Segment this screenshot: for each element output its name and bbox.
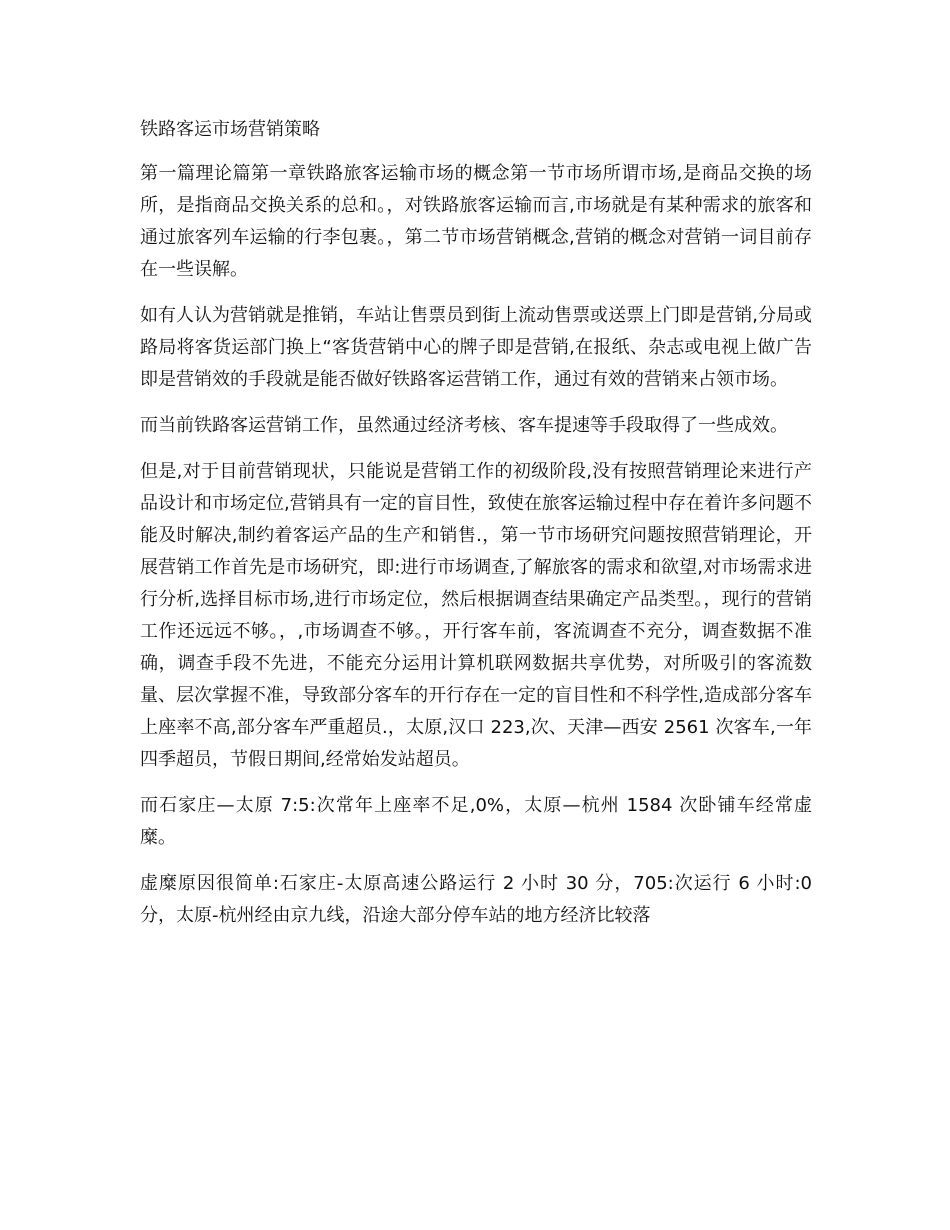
document-title: 铁路客运市场营销策略 [140, 119, 320, 140]
paragraph-2: 如有人认为营销就是推销，车站让售票员到街上流动售票或送票上门即是营销,分局或路局将客货运部门换上“客货营销中心的牌子即是营销,在报纸、杂志或电视上做广告即是营销效的手段就是能否做好铁路客运营销工作，通过有效的营销来占领市场。 [140, 305, 812, 390]
paragraph-3: 而当前铁路客运营销工作，虽然通过经济考核、客车提速等手段取得了一些成效。 [140, 415, 788, 436]
paragraph-1: 第一篇理论篇第一章铁路旅客运输市场的概念第一节市场所谓市场,是商品交换的场所，是指商品交换关系的总和。，对铁路旅客运输而言,市场就是有某种需求的旅客和通过旅客列车运输的行李包裹。，第二节市场营销概念,营销的概念对营销一词目前存在一些误解。 [140, 163, 812, 280]
paragraph-4: 但是,对于目前营销现状，只能说是营销工作的初级阶段,没有按照营销理论来进行产品设计和市场定位,营销具有一定的盲目性，致使在旅客运输过程中存在着许多问题不能及时解决,制约着客运产品的生产和销售.，第一节市场研究问题按照营销理论，开展营销工作首先是市场研究，即:进行市场调查,了解旅客的需求和欲望,对市场需求进行分析,选择目标市场,进行市场定位，然后根据调查结果确定产品类型。，现行的营销工作还远远不够。，,市场调查不够。，开行客车前，客流调查不充分，调查数据不准确，调查手段不先进，不能充分运用计算机联网数据共享优势，对所吸引的客流数量、层次掌握不准，导致部分客车的开行存在一定的盲目性和不科学性,造成部分客车上座率不高,部分客车严重超员.，太原,汉口 223,次、天津—西安 2561 次客车,一年四季超员，节假日期间,经常始发站超员。 [140, 461, 812, 770]
paragraph-5: 而石家庄—太原 7:5:次常年上座率不足,0%，太原—杭州 1584 次卧铺车经常虚糜。 [140, 795, 812, 848]
paragraph-6: 虚糜原因很简单:石家庄-太原高速公路运行 2 小时 30 分，705:次运行 6 小时:0 分，太原-杭州经由京九线，沿途大部分停车站的地方经济比较落 [140, 873, 812, 926]
document-body [140, 114, 812, 946]
